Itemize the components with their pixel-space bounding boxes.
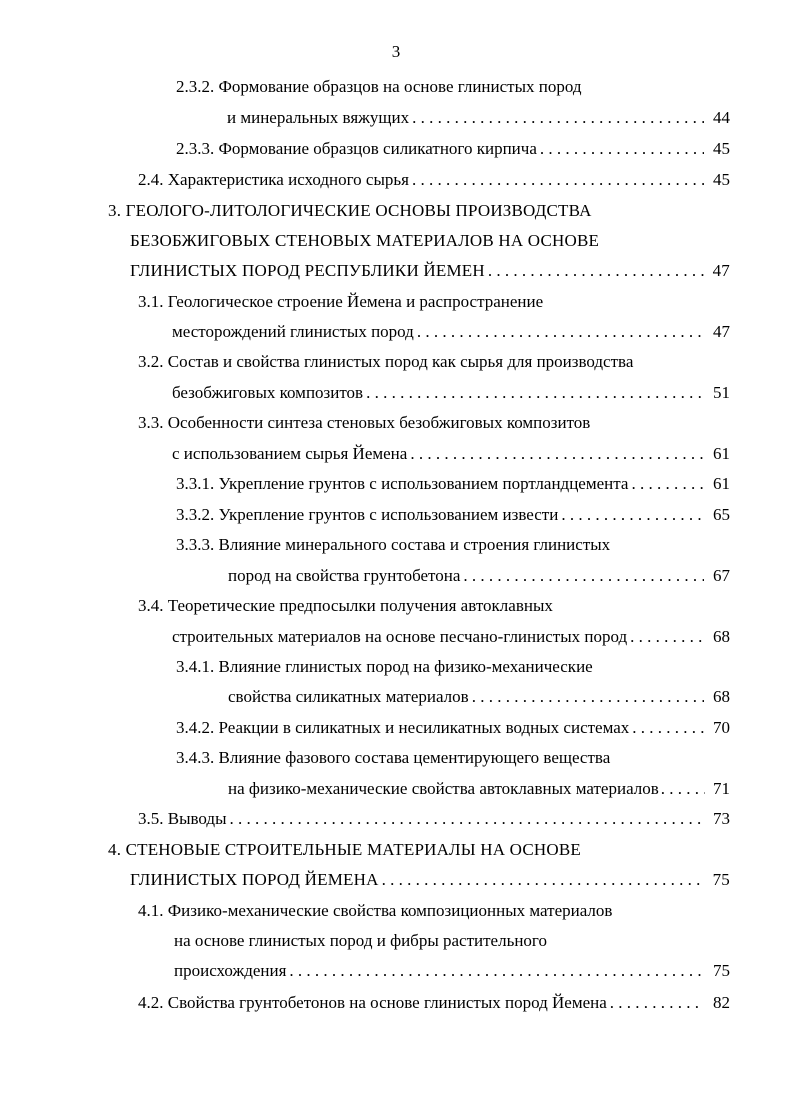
leader-dots (412, 168, 704, 192)
toc-page-number: 47 (712, 261, 730, 280)
leader-dots (410, 442, 704, 466)
toc-entry-text: свойства силикатных материалов (228, 687, 469, 706)
toc-entry-3-3-cont (172, 442, 730, 466)
toc-entry-3-4-3 (176, 746, 728, 770)
toc-entry-text: 3.2. Состав и свойства глинистых пород как сырья для производства (138, 352, 634, 371)
toc-page-number: 82 (713, 993, 730, 1012)
toc-entry-text: происхождения (174, 961, 287, 980)
toc-entry-text: ГЛИНИСТЫХ ПОРОД ЙЕМЕНА (130, 870, 379, 889)
toc-entry-3-4 (138, 594, 728, 618)
toc-entry-3-3-3 (176, 533, 728, 557)
toc-entry-text: 3.4.1. Влияние глинистых пород на физико-механические (176, 657, 593, 676)
toc-page-number: 71 (713, 779, 730, 798)
toc-entry-2-4 (138, 168, 730, 192)
toc-page-number: 73 (713, 809, 730, 828)
toc-page-number: 51 (713, 383, 730, 402)
toc-chapter-3 (108, 199, 728, 223)
toc-entry-text: строительных материалов на основе песчано-глинистых пород (172, 627, 628, 646)
toc-entry-3-3-1 (176, 472, 730, 496)
toc-entry-text: 3.4. Теоретические предпосылки получения автоклавных (138, 596, 553, 615)
toc-entry-3-3 (138, 411, 728, 435)
leader-dots (382, 868, 704, 892)
leader-dots (630, 625, 704, 649)
toc-entry-3-2 (138, 350, 728, 374)
toc-entry-text: 4. СТЕНОВЫЕ СТРОИТЕЛЬНЫЕ МАТЕРИАЛЫ НА ОСНОВЕ (108, 840, 581, 859)
toc-entry-text: безобжиговых композитов (172, 383, 364, 402)
toc-entry-4-1-cont-2 (174, 959, 730, 983)
toc-page-number: 45 (713, 170, 730, 189)
leader-dots (631, 472, 704, 496)
toc-page-number: 61 (713, 444, 730, 463)
toc-entry-3-5 (138, 807, 730, 831)
toc-entry-text: БЕЗОБЖИГОВЫХ СТЕНОВЫХ МАТЕРИАЛОВ НА ОСНОВЕ (130, 231, 600, 250)
toc-entry-text: 2.4. Характеристика исходного сырья (138, 170, 409, 189)
toc-entry-text: 2.3.3. Формование образцов силикатного кирпича (176, 139, 537, 158)
toc-entry-2-3-3 (176, 137, 730, 161)
toc-entry-3-3-2 (176, 503, 730, 527)
toc-entry-text: 3.1. Геологическое строение Йемена и распространение (138, 292, 544, 311)
toc-entry-3-4-3-cont (228, 777, 730, 801)
toc-chapter-4-cont (130, 868, 730, 892)
leader-dots (412, 106, 704, 130)
toc-entry-3-1-cont (172, 320, 730, 344)
toc-entry-text: 3.3.2. Укрепление грунтов с использованием извести (176, 505, 559, 524)
toc-entry-4-1-cont-1 (174, 929, 728, 953)
leader-dots (632, 716, 704, 740)
toc-page-number: 45 (713, 139, 730, 158)
toc-entry-2-3-2 (176, 75, 728, 99)
toc-entry-text: 3.4.2. Реакции в силикатных и несиликатных водных системах (176, 718, 630, 737)
toc-page-number: 75 (713, 961, 730, 980)
toc-entry-text: 4.2. Свойства грунтобетонов на основе глинистых пород Йемена (138, 993, 607, 1012)
toc-entry-3-2-cont (172, 381, 730, 405)
toc-page-number: 65 (713, 505, 730, 524)
toc-entry-text: 3.3.1. Укрепление грунтов с использованием портландцемента (176, 474, 629, 493)
toc-chapter-3-cont-2 (130, 259, 730, 283)
toc-entry-2-3-2-cont (227, 106, 730, 130)
leader-dots (417, 320, 704, 344)
toc-page-number: 47 (713, 322, 730, 341)
toc-page-number: 68 (713, 687, 730, 706)
toc-chapter-3-cont-1 (130, 229, 728, 253)
toc-entry-3-4-2 (176, 716, 730, 740)
toc-entry-text: с использованием сырья Йемена (172, 444, 408, 463)
toc-entry-text: 2.3.2. Формование образцов на основе глинистых пород (176, 77, 582, 96)
toc-entry-text: ГЛИНИСТЫХ ПОРОД РЕСПУБЛИКИ ЙЕМЕН (130, 261, 485, 280)
toc-page-number: 75 (712, 870, 730, 889)
toc-entry-text: 3.5. Выводы (138, 809, 227, 828)
leader-dots (561, 503, 704, 527)
toc-entry-4-1 (138, 899, 728, 923)
leader-dots (289, 959, 704, 983)
toc-entry-text: 3. ГЕОЛОГО-ЛИТОЛОГИЧЕСКИЕ ОСНОВЫ ПРОИЗВОДСТВА (108, 201, 592, 220)
toc-page-number: 44 (713, 108, 730, 127)
leader-dots (366, 381, 704, 405)
toc-page-number: 70 (713, 718, 730, 737)
leader-dots (661, 777, 705, 801)
leader-dots (488, 259, 704, 283)
leader-dots (230, 807, 704, 831)
toc-page-number: 67 (713, 566, 730, 585)
toc-entry-3-1 (138, 290, 728, 314)
leader-dots (463, 564, 704, 588)
toc-entry-text: на физико-механические свойства автоклавных материалов (228, 779, 659, 798)
toc-entry-text: 3.4.3. Влияние фазового состава цементирующего вещества (176, 748, 611, 767)
toc-entry-text: 4.1. Физико-механические свойства композиционных материалов (138, 901, 613, 920)
leader-dots (472, 685, 704, 709)
leader-dots (610, 991, 704, 1015)
leader-dots (540, 137, 704, 161)
toc-entry-3-4-1 (176, 655, 728, 679)
page-number: 3 (391, 42, 401, 61)
toc-entry-4-2 (138, 991, 730, 1015)
toc-entry-text: месторождений глинистых пород (172, 322, 414, 341)
toc-entry-3-4-cont (172, 625, 730, 649)
toc-entry-text: 3.3.3. Влияние минерального состава и строения глинистых (176, 535, 611, 554)
toc-entry-3-3-3-cont (228, 564, 730, 588)
toc-entry-text: и минеральных вяжущих (227, 108, 410, 127)
toc-entry-3-4-1-cont (228, 685, 730, 709)
toc-entry-text: на основе глинистых пород и фибры растительного (174, 931, 547, 950)
toc-entry-text: пород на свойства грунтобетона (228, 566, 461, 585)
toc-page-number: 68 (713, 627, 730, 646)
toc-chapter-4 (108, 838, 728, 862)
toc-page-number: 61 (713, 474, 730, 493)
toc-entry-text: 3.3. Особенности синтеза стеновых безобжиговых композитов (138, 413, 591, 432)
